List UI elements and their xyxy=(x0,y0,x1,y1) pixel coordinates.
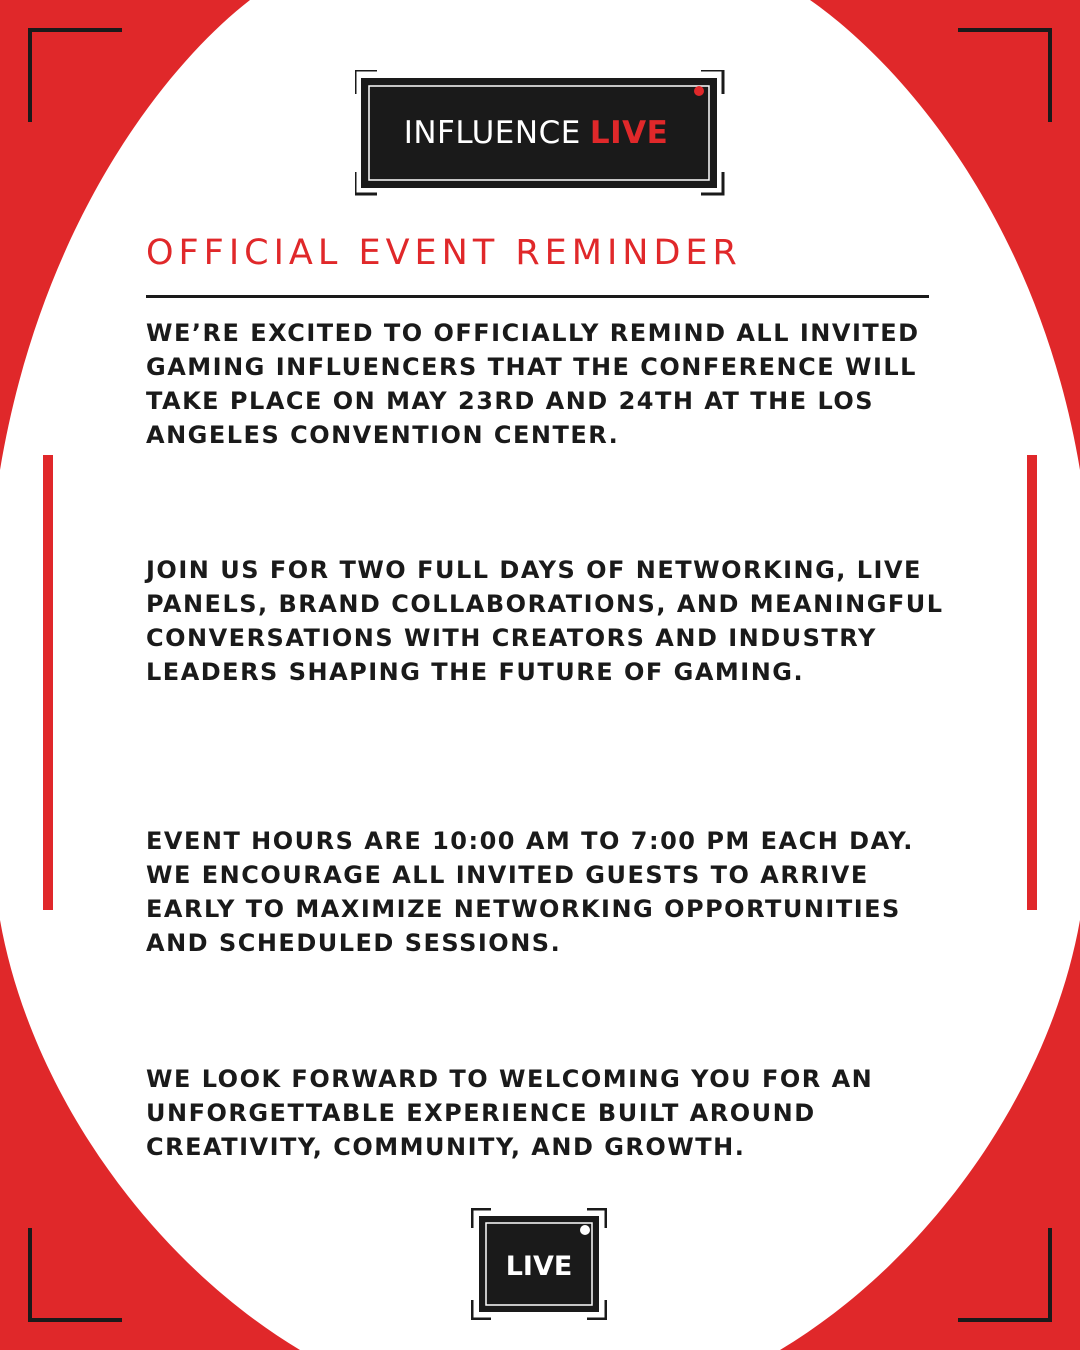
live-badge-label: LIVE xyxy=(505,1250,573,1282)
corner-bracket-bottom-left xyxy=(28,1228,122,1322)
logo-wordmark xyxy=(355,70,717,196)
corner-bracket-bottom-right xyxy=(958,1228,1052,1322)
record-dot-icon xyxy=(694,86,704,96)
corner-bracket-top-left xyxy=(28,28,122,122)
paragraph-closing: WE LOOK FORWARD TO WELCOMING YOU FOR AN UNFORGETTABLE EXPERIENCE BUILT AROUND CREATIVITY, COMMUNITY, AND GROWTH. xyxy=(146,1065,874,1161)
paragraph-event-date: WE’RE EXCITED TO OFFICIALLY REMIND ALL INVITED GAMING INFLUENCERS THAT THE CONFERENCE WILL TAKE PLACE ON MAY 23RD AND 24TH AT THE LOS ANGELES CONVENTION CENTER. xyxy=(146,319,920,449)
logo-word-live: LIVE xyxy=(589,115,669,151)
corner-bracket-top-right xyxy=(958,28,1052,122)
paragraph-event-hours: EVENT HOURS ARE 10:00 AM TO 7:00 PM EACH DAY. WE ENCOURAGE ALL INVITED GUESTS TO ARRIVE EARLY TO MAXIMIZE NETWORKING OPPORTUNITIES AND SCHEDULED SESSIONS. xyxy=(146,827,914,957)
page-title: OFFICIAL EVENT REMINDER xyxy=(146,233,742,273)
live-badge xyxy=(471,1208,607,1320)
logo-word-influence: INFLUENCE xyxy=(403,115,581,151)
title-divider xyxy=(146,295,929,298)
side-accent-bar-left xyxy=(43,455,53,910)
side-accent-bar-right xyxy=(1027,455,1037,910)
paragraph-event-activities: JOIN US FOR TWO FULL DAYS OF NETWORKING, LIVE PANELS, BRAND COLLABORATIONS, AND MEANINGFUL CONVERSATIONS WITH CREATORS AND INDUSTRY LEADERS SHAPING THE FUTURE OF GAMING. xyxy=(146,556,944,686)
influence-live-logo xyxy=(355,70,725,196)
